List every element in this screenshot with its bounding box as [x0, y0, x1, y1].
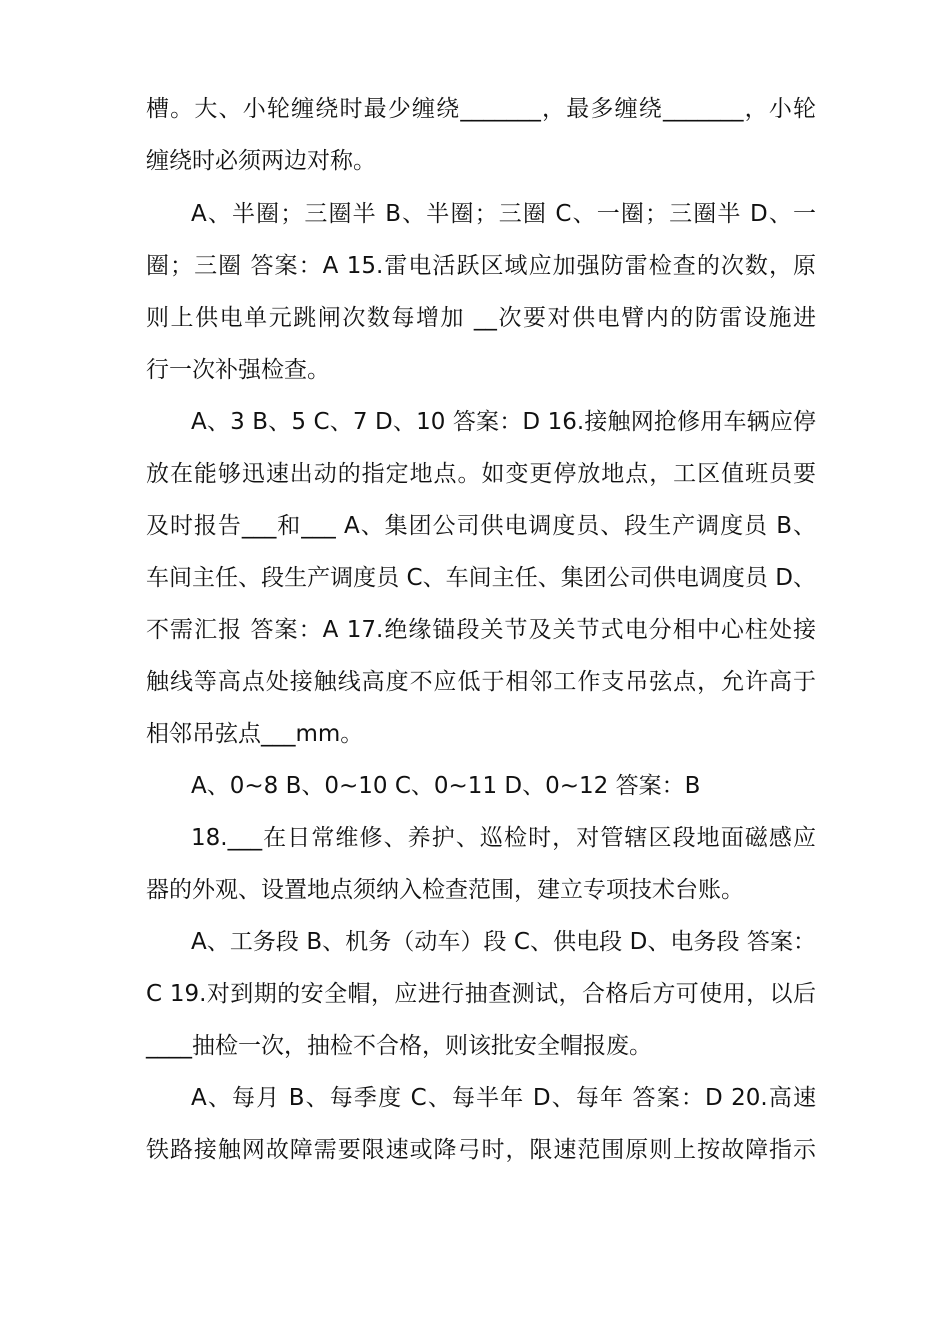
- text-line: 缠绕时必须两边对称。: [146, 148, 376, 174]
- text-line: 圈；三圈 答案：A 15.雷电活跃区域应加强防雷检查的次数，原: [146, 253, 816, 279]
- text-line: 相邻吊弦点___mm。: [146, 721, 364, 747]
- text-line: 铁路接触网故障需要限速或降弓时，限速范围原则上按故障指示: [146, 1137, 816, 1163]
- text-line: 车间主任、段生产调度员 C、车间主任、集团公司供电调度员 D、: [146, 565, 816, 591]
- text-line: A、3 B、5 C、7 D、10 答案：D 16.接触网抢修用车辆应停: [191, 409, 816, 435]
- text-line: A、0~8 B、0~10 C、0~11 D、0~12 答案：B: [191, 773, 701, 799]
- text-line: 触线等高点处接触线高度不应低于相邻工作支吊弦点，允许高于: [146, 669, 816, 695]
- text-line: 行一次补强检查。: [146, 357, 330, 383]
- text-line: 放在能够迅速出动的指定地点。如变更停放地点，工区值班员要: [146, 461, 816, 487]
- text-line: ____抽检一次，抽检不合格，则该批安全帽报废。: [146, 1033, 652, 1059]
- text-line: 不需汇报 答案：A 17.绝缘锚段关节及关节式电分相中心柱处接: [146, 617, 816, 643]
- text-line: A、每月 B、每季度 C、每半年 D、每年 答案：D 20.高速: [191, 1085, 816, 1111]
- text-line: 18.___在日常维修、养护、巡检时，对管辖区段地面磁感应: [191, 825, 816, 851]
- text-line: 槽。大、小轮缠绕时最少缠绕_______，最多缠绕_______，小轮: [146, 96, 816, 122]
- text-line: A、工务段 B、机务（动车）段 C、供电段 D、电务段 答案：: [191, 929, 816, 955]
- text-line: 及时报告___和___ A、集团公司供电调度员、段生产调度员 B、: [146, 513, 816, 539]
- text-line: A、半圈；三圈半 B、半圈；三圈 C、一圈；三圈半 D、一: [191, 201, 816, 227]
- text-line: 器的外观、设置地点须纳入检查范围，建立专项技术台账。: [146, 877, 744, 903]
- text-line: C 19.对到期的安全帽，应进行抽查测试，合格后方可使用，以后: [146, 981, 816, 1007]
- text-line: 则上供电单元跳闸次数每增加 __次要对供电臂内的防雷设施进: [146, 305, 816, 331]
